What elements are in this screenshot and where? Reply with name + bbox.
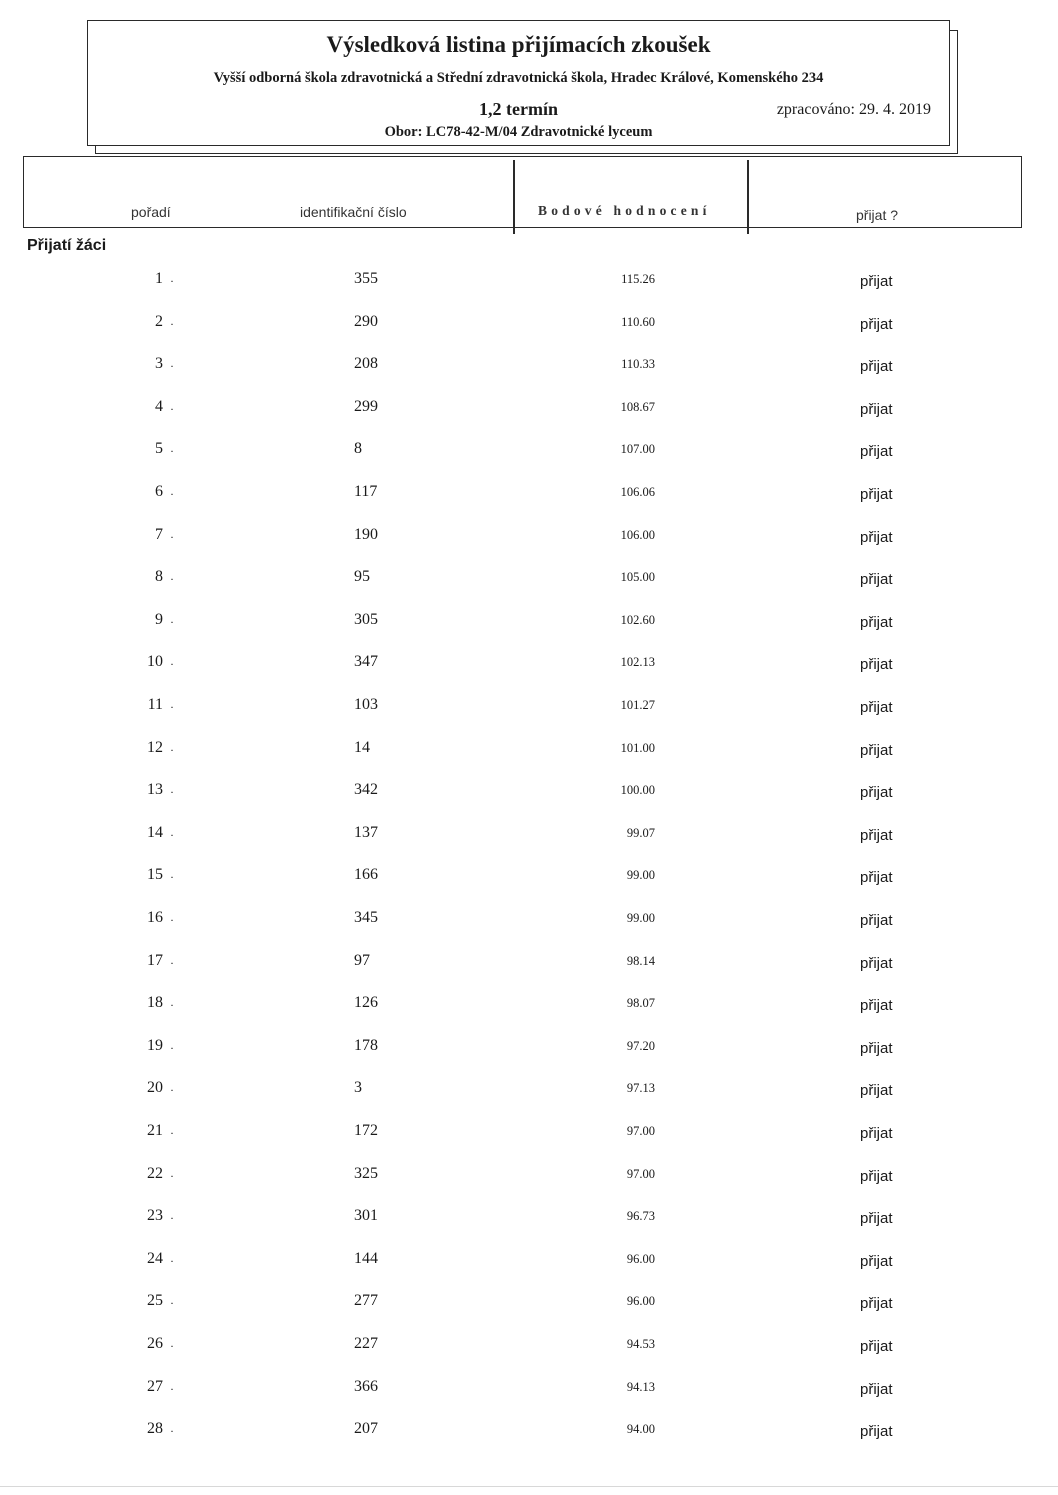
rank-dot: · [170, 1339, 174, 1353]
id-cell: 8 [354, 440, 362, 458]
rank-dot: · [170, 1253, 174, 1268]
rank-dot: · [170, 657, 174, 672]
id-cell: 137 [354, 823, 378, 841]
rank-cell: 24 [147, 1249, 163, 1267]
admitted-cell: přijat [860, 954, 893, 972]
admitted-cell: přijat [860, 443, 893, 461]
rank-cell: 15 [147, 866, 163, 884]
table-row [0, 1079, 1058, 1109]
column-divider [747, 160, 749, 234]
table-row [0, 313, 1058, 343]
score-cell: 106.00 [620, 527, 655, 542]
score-cell: 96.00 [626, 1251, 655, 1266]
id-cell: 3 [354, 1079, 362, 1097]
admitted-cell: přijat [860, 912, 893, 929]
table-row [0, 1420, 1058, 1450]
rank-dot: · [170, 870, 174, 885]
score-cell: 107.00 [620, 442, 655, 457]
admitted-cell: přijat [860, 997, 893, 1015]
id-cell: 97 [354, 951, 370, 969]
column-divider [513, 160, 515, 234]
rank-dot: · [170, 1296, 174, 1311]
admitted-cell: přijat [860, 486, 893, 503]
id-cell: 345 [354, 909, 378, 926]
score-cell: 94.13 [626, 1379, 655, 1394]
rank-dot: · [170, 1040, 174, 1055]
rank-dot: · [170, 316, 174, 331]
table-row [0, 781, 1058, 811]
id-cell: 227 [354, 1335, 378, 1352]
id-cell: 290 [354, 312, 378, 330]
id-cell: 144 [354, 1249, 378, 1267]
admitted-cell: přijat [860, 1210, 893, 1228]
id-cell: 299 [354, 397, 378, 415]
rank-cell: 22 [147, 1164, 163, 1182]
score-cell: 97.13 [626, 1081, 655, 1096]
table-row [0, 440, 1058, 470]
rank-cell: 21 [147, 1122, 163, 1139]
page-bottom-line [0, 1486, 1058, 1487]
table-row [0, 739, 1058, 769]
id-cell: 277 [354, 1292, 378, 1310]
score-cell: 110.33 [621, 357, 655, 372]
rank-dot: · [170, 274, 174, 288]
table-row [0, 1122, 1058, 1152]
admitted-cell: přijat [860, 741, 893, 759]
column-header-admitted: přijat ? [856, 207, 899, 223]
score-cell: 98.07 [626, 996, 655, 1011]
rank-dot: · [170, 1168, 174, 1183]
table-row [0, 355, 1058, 385]
column-header-score: Bodové hodnocení [538, 203, 711, 218]
id-cell: 103 [354, 696, 378, 713]
id-cell: 117 [354, 483, 378, 500]
table-row [0, 824, 1058, 854]
score-cell: 96.73 [626, 1209, 655, 1224]
score-cell: 106.06 [620, 485, 655, 499]
id-cell: 207 [354, 1420, 378, 1438]
table-row [0, 909, 1058, 939]
rank-dot: · [170, 998, 174, 1013]
score-cell: 102.13 [620, 655, 655, 670]
rank-cell: 12 [147, 738, 163, 756]
admitted-cell: přijat [860, 1380, 893, 1398]
score-cell: 98.14 [626, 953, 655, 968]
table-row [0, 1165, 1058, 1195]
rank-dot: · [170, 401, 174, 416]
score-cell: 108.67 [620, 399, 655, 414]
admitted-cell: přijat [860, 1082, 893, 1100]
score-cell: 105.00 [620, 570, 655, 585]
rank-dot: · [170, 359, 174, 374]
rank-dot: · [170, 1211, 174, 1226]
id-cell: 126 [354, 994, 378, 1012]
score-cell: 100.00 [620, 783, 655, 798]
id-cell: 95 [354, 568, 370, 586]
score-cell: 96.00 [626, 1294, 655, 1309]
score-cell: 99.00 [626, 911, 655, 925]
admitted-cell: přijat [860, 869, 893, 887]
id-cell: 166 [354, 866, 378, 884]
rank-cell: 27 [147, 1377, 163, 1395]
admitted-cell: přijat [860, 826, 893, 844]
processed-date: zpracováno: 29. 4. 2019 [776, 101, 931, 118]
admitted-cell: přijat [860, 1125, 893, 1142]
table-row [0, 398, 1058, 428]
rank-cell: 23 [147, 1207, 163, 1225]
rank-cell: 13 [147, 781, 163, 799]
document-title: Výsledková listina přijímacích zkoušek [326, 32, 711, 57]
exam-term: 1,2 termín [479, 99, 558, 119]
table-row [0, 1335, 1058, 1365]
id-cell: 208 [354, 355, 378, 373]
admitted-cell: přijat [860, 400, 893, 418]
table-row [0, 483, 1058, 513]
rank-cell: 20 [147, 1079, 163, 1097]
column-header-rank: pořadí [131, 204, 171, 220]
rank-cell: 25 [147, 1292, 163, 1310]
admitted-cell: přijat [860, 656, 893, 674]
admitted-cell: přijat [860, 1167, 893, 1185]
id-cell: 172 [354, 1122, 378, 1139]
score-cell: 94.00 [626, 1422, 655, 1437]
table-row [0, 1292, 1058, 1322]
rank-cell: 16 [147, 909, 163, 926]
admitted-cell: přijat [860, 1295, 893, 1313]
rank-cell: 18 [147, 994, 163, 1012]
admitted-cell: přijat [860, 613, 893, 631]
admitted-cell: přijat [860, 315, 893, 333]
score-cell: 101.27 [620, 698, 655, 712]
header-box [87, 20, 950, 146]
id-cell: 366 [354, 1377, 378, 1395]
rank-dot: · [170, 1424, 174, 1439]
id-cell: 347 [354, 653, 378, 671]
rank-cell: 17 [147, 951, 163, 969]
rank-dot: · [170, 913, 174, 927]
table-row [0, 270, 1058, 300]
table-row [0, 653, 1058, 683]
table-row [0, 1037, 1058, 1067]
score-cell: 101.00 [620, 740, 655, 755]
rank-dot: · [170, 614, 174, 629]
rank-cell: 3 [155, 355, 163, 373]
section-label: Přijatí žáci [27, 237, 107, 254]
score-cell: 102.60 [620, 612, 655, 627]
score-cell: 99.07 [626, 825, 655, 840]
rank-dot: · [170, 1381, 174, 1396]
rank-dot: · [170, 827, 174, 842]
rank-dot: · [170, 955, 174, 970]
rank-cell: 10 [147, 653, 163, 671]
id-cell: 301 [354, 1207, 378, 1225]
admitted-cell: přijat [860, 1338, 893, 1355]
rank-dot: · [170, 1126, 174, 1140]
id-cell: 355 [354, 270, 378, 287]
rank-cell: 1 [155, 270, 163, 287]
score-cell: 115.26 [621, 272, 655, 286]
id-cell: 14 [354, 738, 370, 756]
id-cell: 325 [354, 1164, 378, 1182]
admitted-cell: přijat [860, 1423, 893, 1441]
table-row [0, 568, 1058, 598]
rank-cell: 26 [147, 1335, 163, 1352]
rank-cell: 19 [147, 1036, 163, 1054]
table-row [0, 526, 1058, 556]
rank-dot: · [170, 1083, 174, 1098]
rank-cell: 4 [155, 397, 163, 415]
admitted-cell: přijat [860, 571, 893, 589]
rank-dot: · [170, 444, 174, 459]
rank-cell: 9 [155, 610, 163, 628]
admitted-cell: přijat [860, 273, 893, 290]
rank-cell: 8 [155, 568, 163, 586]
table-row [0, 1250, 1058, 1280]
rank-dot: · [170, 700, 174, 714]
study-field: Obor: LC78-42-M/04 Zdravotnické lyceum [384, 124, 653, 140]
id-cell: 305 [354, 610, 378, 628]
score-cell: 110.60 [621, 314, 655, 329]
rank-dot: · [170, 742, 174, 757]
table-row [0, 1378, 1058, 1408]
table-row [0, 1207, 1058, 1237]
table-row [0, 994, 1058, 1024]
rank-cell: 5 [155, 440, 163, 458]
admitted-cell: přijat [860, 699, 893, 716]
table-row [0, 696, 1058, 726]
rank-dot: · [170, 529, 174, 544]
score-cell: 99.00 [626, 868, 655, 883]
rank-dot: · [170, 785, 174, 800]
score-cell: 94.53 [626, 1337, 655, 1351]
admitted-cell: přijat [860, 1252, 893, 1270]
table-row [0, 866, 1058, 896]
id-cell: 342 [354, 781, 378, 799]
rank-cell: 6 [155, 483, 163, 500]
rank-cell: 7 [155, 525, 163, 543]
rank-cell: 2 [155, 312, 163, 330]
table-row [0, 952, 1058, 982]
id-cell: 190 [354, 525, 378, 543]
table-row [0, 611, 1058, 641]
rank-cell: 28 [147, 1420, 163, 1438]
rank-dot: · [170, 572, 174, 587]
column-header-id: identifikační číslo [300, 204, 407, 220]
score-cell: 97.00 [626, 1124, 655, 1138]
rank-cell: 11 [147, 696, 163, 713]
admitted-cell: přijat [860, 528, 893, 546]
id-cell: 178 [354, 1036, 378, 1054]
school-name: Vyšší odborná škola zdravotnická a Střední zdravotnická škola, Hradec Králové, Komenského 234 [213, 70, 824, 86]
score-cell: 97.00 [626, 1166, 655, 1181]
rank-dot: · [170, 487, 174, 501]
rank-cell: 14 [147, 823, 163, 841]
score-cell: 97.20 [626, 1038, 655, 1053]
admitted-cell: přijat [860, 784, 893, 802]
admitted-cell: přijat [860, 1039, 893, 1057]
admitted-cell: přijat [860, 358, 893, 376]
